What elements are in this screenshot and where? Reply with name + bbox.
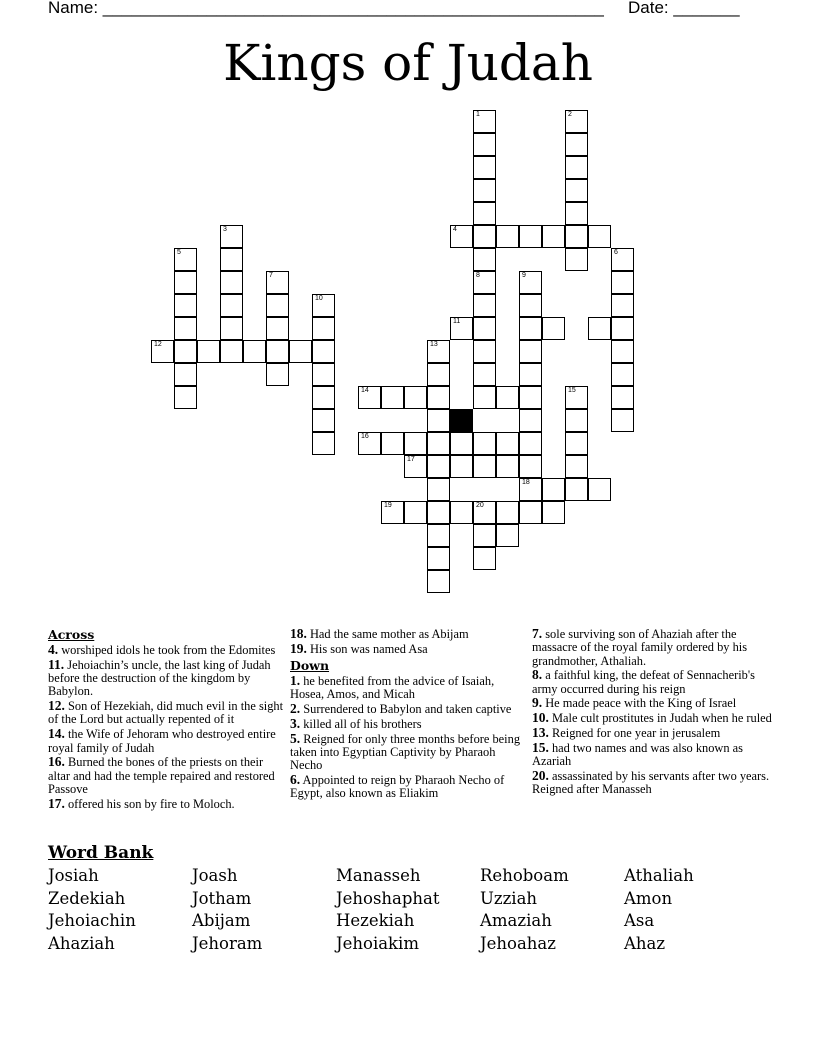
black-square: [450, 409, 473, 432]
clue-number: 1: [476, 111, 480, 118]
clue-down-15: 15. had two names and was also known as Azariah: [532, 739, 743, 769]
crossword-cell[interactable]: [519, 225, 542, 248]
word-bank-item: Jehoiakim: [336, 934, 419, 954]
crossword-cell[interactable]: [381, 432, 404, 455]
crossword-cell[interactable]: [496, 386, 519, 409]
crossword-cell[interactable]: [427, 340, 450, 363]
clue-down-1: 1. he benefited from the advice of Isaiah, Hosea, Amos, and Micah: [290, 673, 495, 702]
crossword-cell[interactable]: [358, 432, 381, 455]
clue-number: 14: [361, 387, 369, 394]
clue-number: 9: [522, 272, 526, 279]
clue-across-11: 11. Jehoiachin’s uncle, the last king of Judah before the destruction of the kingdom by Babylon.: [48, 656, 271, 699]
crossword-cell[interactable]: [312, 432, 335, 455]
crossword-cell[interactable]: [174, 340, 197, 363]
clue-number: 6: [614, 249, 618, 256]
crossword-cell[interactable]: [312, 294, 335, 317]
crossword-cell[interactable]: [473, 547, 496, 570]
crossword-cell[interactable]: [427, 547, 450, 570]
clues-column-3: [532, 627, 772, 797]
word-bank-item: Amaziah: [480, 911, 552, 931]
crossword-cell[interactable]: [519, 363, 542, 386]
crossword-cell[interactable]: [611, 386, 634, 409]
crossword-cell[interactable]: [151, 340, 174, 363]
clue-number: 10: [315, 295, 323, 302]
crossword-cell[interactable]: [220, 317, 243, 340]
crossword-cell[interactable]: [427, 409, 450, 432]
across-heading: Across: [48, 627, 95, 642]
crossword-cell[interactable]: [496, 225, 519, 248]
crossword-cell[interactable]: [473, 271, 496, 294]
clue-across-12: 12. Son of Hezekiah, did much evil in the sight of the Lord but actually repented of it: [48, 698, 284, 727]
clue-across-17: 17. offered his son by fire to Moloch.: [48, 795, 235, 811]
clue-number: 7: [269, 272, 273, 279]
clue-down-8: 8. a faithful king, the defeat of Sennacherib's army occurred during his reign: [532, 667, 755, 696]
clue-number: 16: [361, 433, 369, 440]
clue-across-4: 4. worshiped idols he took from the Edomites: [48, 642, 276, 657]
crossword-cell[interactable]: [611, 363, 634, 386]
crossword-cell[interactable]: [542, 317, 565, 340]
crossword-cell[interactable]: [473, 340, 496, 363]
crossword-cell[interactable]: [450, 225, 473, 248]
crossword-cell[interactable]: [611, 248, 634, 271]
clue-down-3: 3. killed all of his brothers: [290, 715, 422, 731]
clue-number: 11: [453, 318, 461, 325]
crossword-cell[interactable]: [519, 340, 542, 363]
crossword-cell[interactable]: [266, 271, 289, 294]
crossword-cell[interactable]: [358, 386, 381, 409]
clue-down-13: 13. Reigned for one year in jerusalem: [532, 725, 721, 741]
crossword-cell[interactable]: [611, 294, 634, 317]
crossword-cell[interactable]: [473, 455, 496, 478]
crossword-cell[interactable]: [220, 294, 243, 317]
clue-number: 18: [522, 479, 530, 486]
crossword-cell[interactable]: [565, 248, 588, 271]
crossword-cell[interactable]: [312, 409, 335, 432]
word-bank-item: Josiah: [48, 866, 99, 885]
word-bank-item: Jehoiachin: [48, 911, 136, 931]
crossword-cell[interactable]: [473, 248, 496, 271]
crossword-cell[interactable]: [427, 570, 450, 593]
crossword-cell[interactable]: [404, 386, 427, 409]
crossword-cell[interactable]: [427, 524, 450, 547]
crossword-cell[interactable]: [450, 455, 473, 478]
crossword-cell[interactable]: [588, 317, 611, 340]
crossword-cell[interactable]: [519, 409, 542, 432]
clue-number: 15: [568, 387, 576, 394]
crossword-cell[interactable]: [289, 340, 312, 363]
word-bank-item: Ahaz: [624, 934, 666, 954]
clue-number: 3: [223, 226, 227, 233]
word-bank-item: Zedekiah: [48, 888, 126, 908]
clue-number: 12: [154, 341, 162, 348]
word-bank-item: Abijam: [192, 911, 251, 931]
word-bank-item: Manasseh: [336, 866, 421, 885]
crossword-cell[interactable]: [266, 363, 289, 386]
crossword-cell[interactable]: [404, 455, 427, 478]
crossword-cell[interactable]: [404, 432, 427, 455]
crossword-cell[interactable]: [496, 432, 519, 455]
clue-down-10: 10. Male cult prostitutes in Judah when he ruled: [532, 710, 772, 726]
crossword-cell[interactable]: [565, 133, 588, 156]
crossword-cell[interactable]: [565, 225, 588, 248]
crossword-cell[interactable]: [473, 363, 496, 386]
crossword-cell[interactable]: [542, 501, 565, 524]
crossword-cell[interactable]: [519, 294, 542, 317]
crossword-cell[interactable]: [427, 478, 450, 501]
clue-number: 5: [177, 249, 181, 256]
date-field[interactable]: Date: _______: [628, 0, 740, 17]
clues-column-2: [290, 627, 528, 801]
clue-down-5: 5. Reigned for only three months before being taken into Egyptian Captivity by Pharaoh Necho: [290, 730, 521, 773]
crossword-cell[interactable]: [473, 524, 496, 547]
clue-across-16: 16. Burned the bones of the priests on their altar and had the temple repaired and restored Passove: [48, 754, 275, 796]
crossword-cell[interactable]: [519, 478, 542, 501]
word-bank-item: Rehoboam: [480, 866, 569, 885]
crossword-cell[interactable]: [519, 432, 542, 455]
crossword-cell[interactable]: [197, 340, 220, 363]
word-bank-item: Uzziah: [480, 888, 538, 908]
crossword-cell[interactable]: [473, 294, 496, 317]
crossword-cell[interactable]: [519, 317, 542, 340]
crossword-cell[interactable]: [473, 386, 496, 409]
clue-number: 8: [476, 272, 480, 279]
crossword-cell[interactable]: [496, 524, 519, 547]
clue-across-19: 19. His son was named Asa: [290, 640, 428, 656]
crossword-cell[interactable]: [427, 432, 450, 455]
crossword-cell[interactable]: [312, 340, 335, 363]
word-bank-title: Word Bank: [48, 843, 154, 863]
word-bank-item: Jehoahaz: [480, 934, 556, 954]
word-bank-item: Joash: [192, 866, 238, 885]
crossword-cell[interactable]: [565, 110, 588, 133]
word-bank-item: Hezekiah: [336, 911, 415, 931]
crossword-cell[interactable]: [312, 386, 335, 409]
clue-down-6: 6. Appointed to reign by Pharaoh Necho of Egypt, also known as Eliakim: [290, 772, 505, 801]
crossword-cell[interactable]: [266, 294, 289, 317]
crossword-cell[interactable]: [565, 156, 588, 179]
word-bank-item: Jehoram: [192, 934, 263, 954]
crossword-cell[interactable]: [565, 386, 588, 409]
word-bank-item: Jotham: [192, 888, 252, 908]
crossword-cell[interactable]: [381, 501, 404, 524]
clue-number: 17: [407, 456, 415, 463]
clue-number: 19: [384, 502, 392, 509]
crossword-cell[interactable]: [611, 271, 634, 294]
crossword-cell[interactable]: [404, 501, 427, 524]
crossword-cell[interactable]: [312, 317, 335, 340]
crossword-cell[interactable]: [519, 501, 542, 524]
crossword-cell[interactable]: [473, 501, 496, 524]
crossword-cell[interactable]: [565, 179, 588, 202]
crossword-cell[interactable]: [473, 110, 496, 133]
crossword-cell[interactable]: [611, 340, 634, 363]
crossword-cell[interactable]: [565, 432, 588, 455]
word-bank-item: Asa: [624, 911, 655, 931]
crossword-cell[interactable]: [519, 271, 542, 294]
crossword-cell[interactable]: [220, 248, 243, 271]
crossword-cell[interactable]: [473, 317, 496, 340]
crossword-cell[interactable]: [220, 225, 243, 248]
clue-across-18: 18. Had the same mother as Abijam: [290, 626, 469, 641]
clue-down-7: 7. sole surviving son of Ahaziah after the massacre of the royal family ordered by his grandmother, Athaliah.: [532, 626, 748, 668]
crossword-cell[interactable]: [174, 294, 197, 317]
word-bank-item: Athaliah: [624, 866, 694, 885]
clue-number: 20: [476, 502, 484, 509]
crossword-cell[interactable]: [565, 478, 588, 501]
crossword-cell[interactable]: [519, 455, 542, 478]
word-bank-item: Jehoshaphat: [336, 888, 440, 908]
crossword-cell[interactable]: [266, 340, 289, 363]
word-bank: [48, 866, 768, 957]
clue-down-2: 2. Surrendered to Babylon and taken captive: [290, 701, 512, 717]
clue-number: 2: [568, 111, 572, 118]
crossword-cell[interactable]: [473, 156, 496, 179]
crossword-cell[interactable]: [427, 501, 450, 524]
word-bank-item: Ahaziah: [48, 934, 115, 954]
clue-number: 13: [430, 341, 438, 348]
crossword-cell[interactable]: [542, 478, 565, 501]
crossword-cell[interactable]: [473, 432, 496, 455]
crossword-cell[interactable]: [174, 363, 197, 386]
crossword-cell[interactable]: [450, 432, 473, 455]
name-field[interactable]: Name: _____________________________________________________: [48, 0, 604, 17]
crossword-cell[interactable]: [496, 501, 519, 524]
crossword-cell[interactable]: [565, 455, 588, 478]
crossword-cell[interactable]: [174, 271, 197, 294]
crossword-cell[interactable]: [542, 225, 565, 248]
crossword-cell[interactable]: [611, 409, 634, 432]
clues-column-1: [48, 627, 286, 812]
crossword-cell[interactable]: [519, 386, 542, 409]
crossword-cell[interactable]: [496, 455, 519, 478]
clue-down-20: 20. assassinated by his servants after two years. Reigned after Manasseh: [532, 767, 770, 797]
clue-down-9: 9. He made peace with the King of Israel: [532, 695, 737, 711]
crossword-cell[interactable]: [427, 386, 450, 409]
crossword-cell[interactable]: [381, 386, 404, 409]
crossword-cell[interactable]: [220, 340, 243, 363]
crossword-cell[interactable]: [174, 386, 197, 409]
crossword-cell[interactable]: [266, 317, 289, 340]
crossword-cell[interactable]: [174, 248, 197, 271]
crossword-cell[interactable]: [450, 501, 473, 524]
crossword-cell[interactable]: [312, 363, 335, 386]
crossword-cell[interactable]: [427, 363, 450, 386]
crossword-cell[interactable]: [611, 317, 634, 340]
down-heading: Down: [290, 658, 330, 674]
crossword-cell[interactable]: [565, 202, 588, 225]
crossword-cell[interactable]: [473, 133, 496, 156]
crossword-cell[interactable]: [588, 225, 611, 248]
clue-across-14: 14. the Wife of Jehoram who destroyed entire royal family of Judah: [48, 726, 276, 755]
crossword-cell[interactable]: [473, 202, 496, 225]
crossword-cell[interactable]: [243, 340, 266, 363]
word-bank-item: Amon: [624, 888, 673, 908]
crossword-cell[interactable]: [450, 317, 473, 340]
crossword-cell[interactable]: [427, 455, 450, 478]
crossword-cell[interactable]: [588, 478, 611, 501]
crossword-cell[interactable]: [473, 179, 496, 202]
crossword-cell[interactable]: [220, 271, 243, 294]
crossword-cell[interactable]: [473, 225, 496, 248]
clue-number: 4: [453, 226, 457, 233]
crossword-cell[interactable]: [174, 317, 197, 340]
crossword-cell[interactable]: [565, 409, 588, 432]
page-title: Kings of Judah: [223, 34, 593, 92]
